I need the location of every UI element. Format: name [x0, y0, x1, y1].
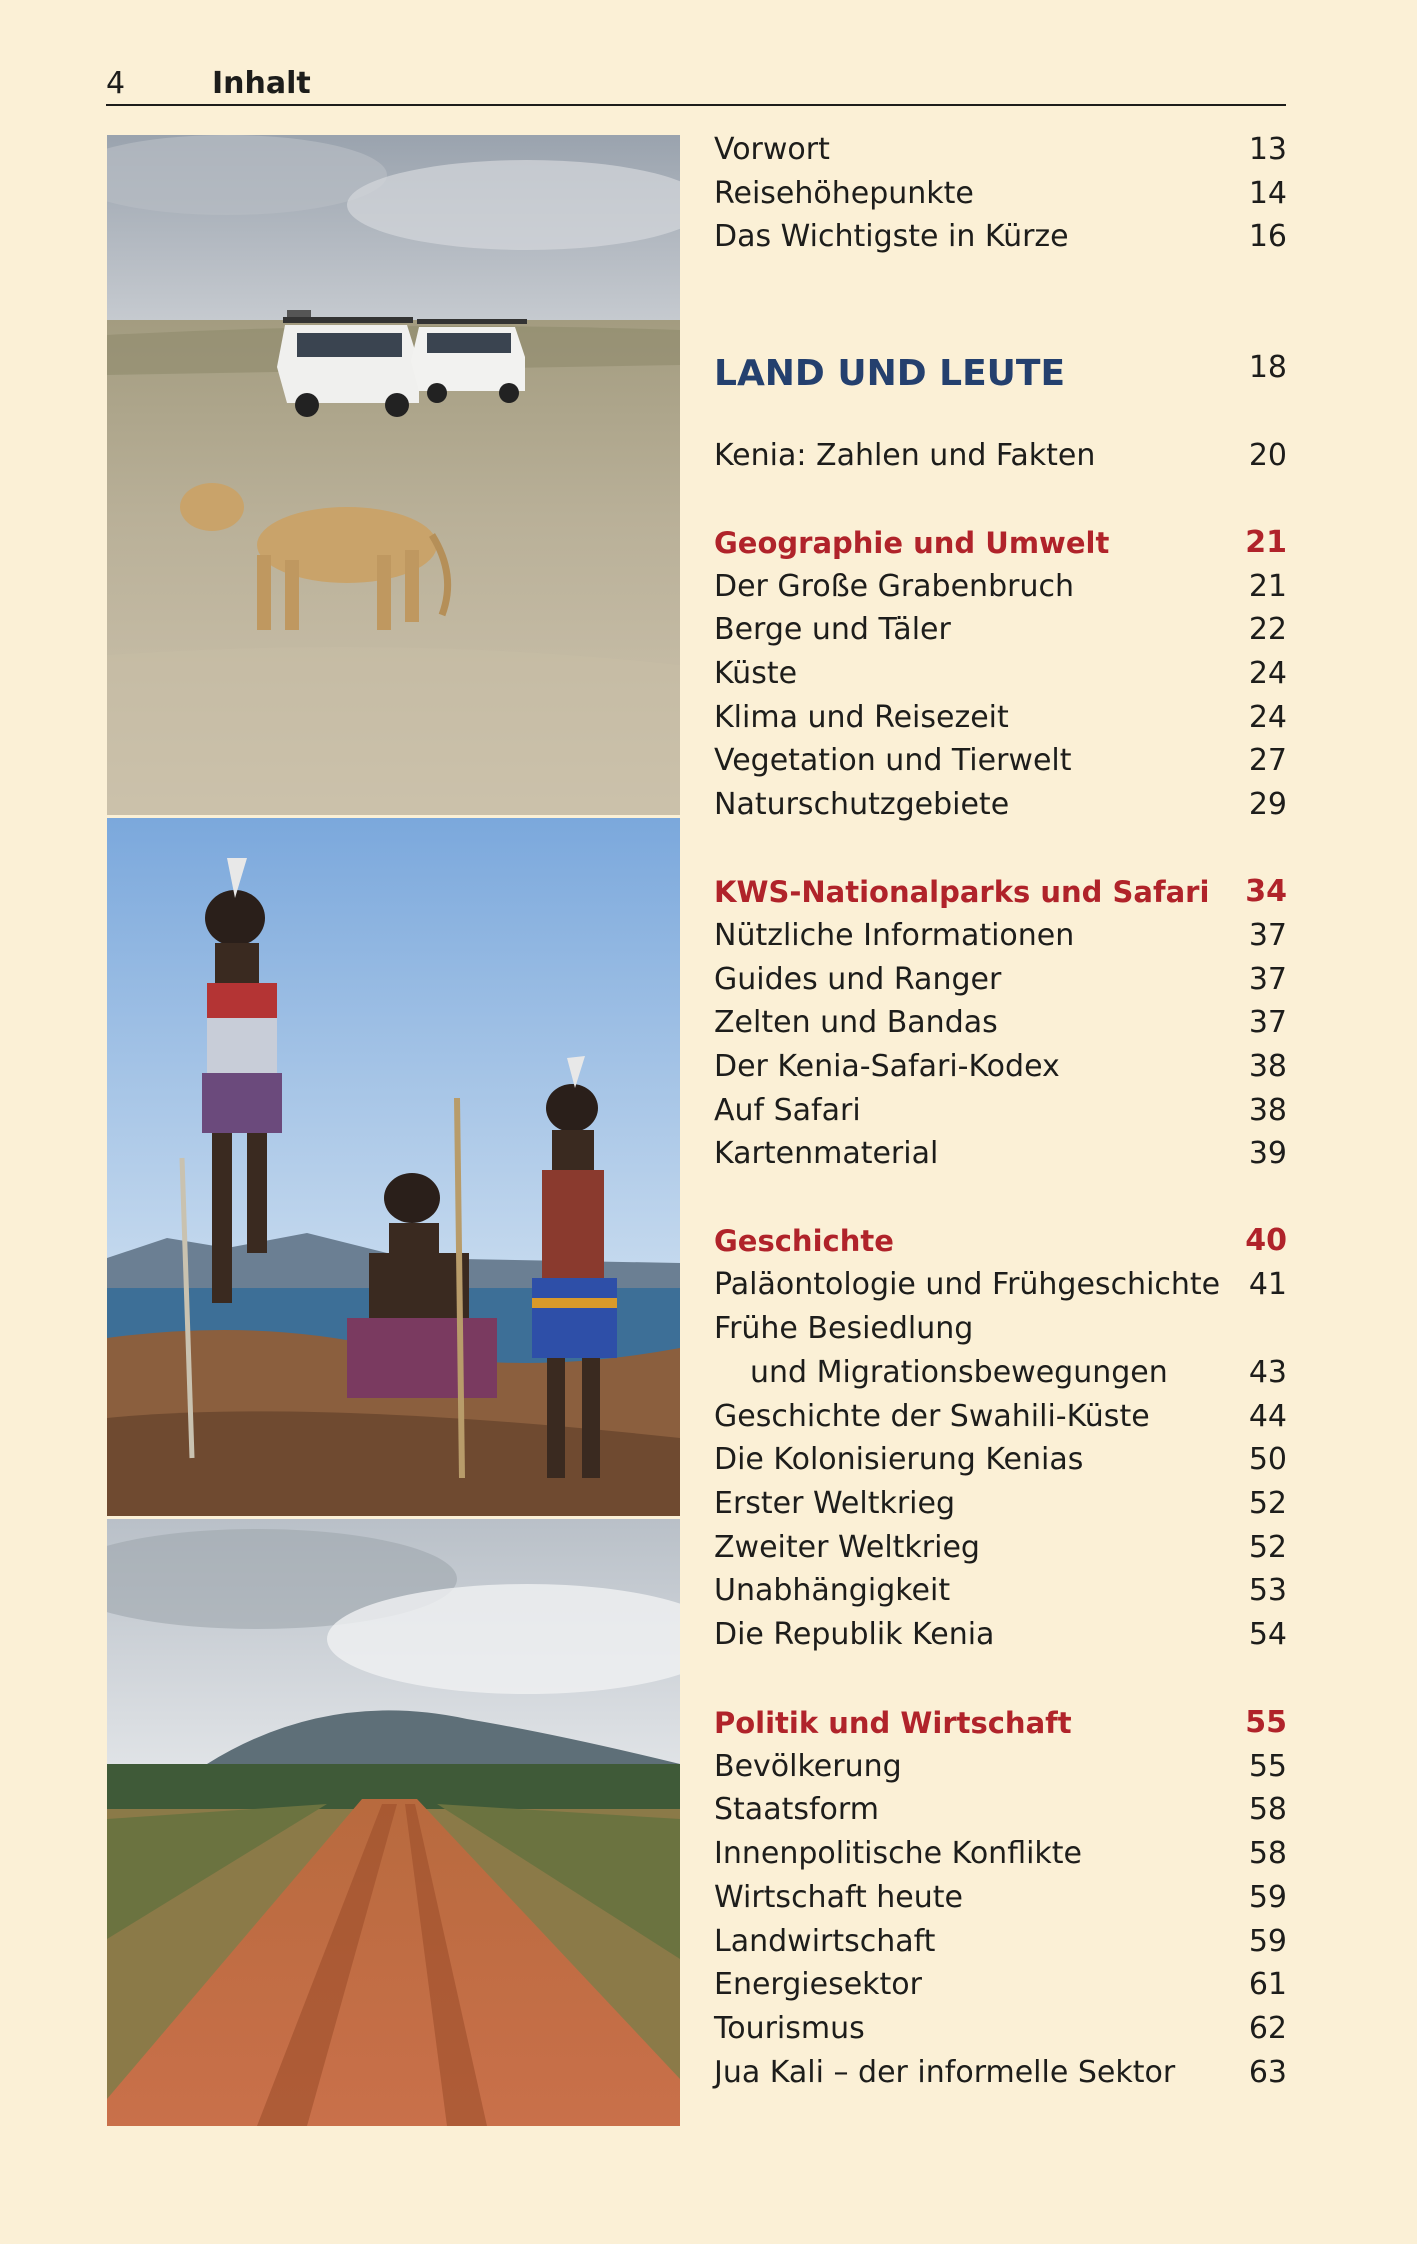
toc-title: Die Republik Kenia	[714, 1617, 995, 1652]
toc-entry	[714, 1613, 1287, 1657]
toc-entry	[714, 1307, 1287, 1351]
toc-page-number: 21	[1248, 569, 1287, 604]
toc-entry	[714, 565, 1287, 609]
toc-entry	[714, 1832, 1287, 1876]
toc-title: Staatsform	[714, 1792, 879, 1827]
toc-page-number: 53	[1248, 1573, 1287, 1608]
toc-section	[714, 1701, 1287, 1745]
toc-page-number: 37	[1248, 918, 1287, 953]
toc-entry	[714, 608, 1287, 652]
toc-title: Energiesektor	[714, 1967, 922, 2002]
toc-entry	[714, 172, 1287, 216]
toc-entry	[714, 914, 1287, 958]
toc-title: Tourismus	[714, 2011, 865, 2046]
toc-title: Zelten und Bandas	[714, 1005, 998, 1040]
toc-entry	[714, 1788, 1287, 1832]
safari-lioness-photo	[107, 135, 680, 815]
toc-page-number: 24	[1248, 700, 1287, 735]
toc-page-number: 14	[1248, 176, 1287, 211]
toc-title: Wirtschaft heute	[714, 1880, 963, 1915]
toc-entry	[714, 1132, 1287, 1176]
toc-section	[714, 870, 1287, 914]
toc-page-number: 41	[1248, 1267, 1287, 1302]
toc-title: Vegetation und Tierwelt	[714, 743, 1072, 778]
toc-page-number: 37	[1248, 1005, 1287, 1040]
toc-page-number: 62	[1248, 2011, 1287, 2046]
toc-entry	[714, 1745, 1287, 1789]
red-dirt-road-photo	[107, 1519, 680, 2126]
toc-entry	[714, 652, 1287, 696]
toc-title: LAND UND LEUTE	[714, 353, 1066, 394]
toc-page-number: 27	[1248, 743, 1287, 778]
toc-title: Kartenmaterial	[714, 1136, 939, 1171]
toc-page-number: 29	[1248, 787, 1287, 822]
toc-entry	[714, 2007, 1287, 2051]
toc-page-number: 39	[1248, 1136, 1287, 1171]
toc-title: Erster Weltkrieg	[714, 1486, 956, 1521]
toc-entry	[714, 783, 1287, 827]
toc-title: Unabhängigkeit	[714, 1573, 951, 1608]
toc-entry	[714, 1438, 1287, 1482]
toc-entry	[714, 1263, 1287, 1307]
toc-page-number: 50	[1248, 1442, 1287, 1477]
toc-page-number: 38	[1248, 1049, 1287, 1084]
toc-page-number: 43	[1248, 1355, 1287, 1390]
toc-title: Frühe Besiedlung	[714, 1311, 974, 1346]
toc-title: Geschichte	[714, 1224, 894, 1258]
safari-van-left	[277, 310, 419, 417]
toc-section	[714, 1219, 1287, 1263]
toc-title: Jua Kali – der informelle Sektor	[714, 2055, 1176, 2090]
toc-entry	[714, 1526, 1287, 1570]
toc-page-number: 40	[1245, 1223, 1287, 1258]
toc-title: Bevölkerung	[714, 1749, 902, 1784]
page-number: 4	[106, 66, 126, 101]
toc-entry	[714, 696, 1287, 740]
toc-entry	[714, 958, 1287, 1002]
toc-page-number: 22	[1248, 612, 1287, 647]
toc-page-number: 52	[1248, 1530, 1287, 1565]
toc-title: Der Kenia-Safari-Kodex	[714, 1049, 1060, 1084]
toc-page-number: 59	[1248, 1880, 1287, 1915]
toc-section	[714, 521, 1287, 565]
toc-page-number: 59	[1248, 1924, 1287, 1959]
toc-entry	[714, 1045, 1287, 1089]
toc-page-number: 61	[1248, 1967, 1287, 2002]
toc-entry	[714, 1876, 1287, 1920]
toc-page-number: 37	[1248, 962, 1287, 997]
toc-entry	[714, 1920, 1287, 1964]
toc-title: und Migrationsbewegungen	[750, 1355, 1168, 1390]
toc-page-number: 63	[1248, 2055, 1287, 2090]
page-header	[106, 62, 1286, 106]
toc-page-number: 20	[1248, 438, 1287, 473]
toc-chapter	[714, 352, 1287, 396]
toc-page-number: 18	[1248, 350, 1287, 385]
toc-page-number: 55	[1248, 1749, 1287, 1784]
toc-entry	[714, 215, 1287, 259]
toc-entry	[714, 128, 1287, 172]
toc-title: KWS-Nationalparks und Safari	[714, 875, 1210, 909]
toc-title: Guides und Ranger	[714, 962, 1002, 997]
toc-title: Klima und Reisezeit	[714, 700, 1009, 735]
toc-title: Der Große Grabenbruch	[714, 569, 1074, 604]
toc-title: Landwirtschaft	[714, 1924, 936, 1959]
toc-page-number: 21	[1245, 525, 1287, 560]
toc-title: Die Kolonisierung Kenias	[714, 1442, 1084, 1477]
toc-entry	[714, 1089, 1287, 1133]
toc-title: Das Wichtigste in Kürze	[714, 219, 1069, 254]
toc-title: Zweiter Weltkrieg	[714, 1530, 980, 1565]
toc-entry	[714, 1569, 1287, 1613]
toc-entry	[714, 2051, 1287, 2095]
toc-title: Auf Safari	[714, 1093, 861, 1128]
toc-title: Naturschutzgebiete	[714, 787, 1010, 822]
toc-entry	[714, 1395, 1287, 1439]
toc-page-number: 55	[1245, 1705, 1287, 1740]
toc-title: Geographie und Umwelt	[714, 526, 1110, 560]
toc-entry	[714, 739, 1287, 783]
toc-entry	[714, 1351, 1287, 1395]
toc-page-number: 54	[1248, 1617, 1287, 1652]
toc-page-number: 16	[1248, 219, 1287, 254]
toc-page-number: 24	[1248, 656, 1287, 691]
header-title: Inhalt	[212, 66, 311, 101]
toc-page-number: 52	[1248, 1486, 1287, 1521]
toc-title: Geschichte der Swahili-Küste	[714, 1399, 1150, 1434]
toc-title: Reisehöhepunkte	[714, 176, 974, 211]
toc-page-number: 58	[1248, 1836, 1287, 1871]
toc-title: Innenpolitische Konflikte	[714, 1836, 1083, 1871]
toc-page-number: 13	[1248, 132, 1287, 167]
toc-title: Nützliche Informationen	[714, 918, 1075, 953]
toc-entry	[714, 1001, 1287, 1045]
toc-title: Politik und Wirtschaft	[714, 1706, 1072, 1740]
toc-title: Küste	[714, 656, 798, 691]
toc-page-number: 38	[1248, 1093, 1287, 1128]
toc-entry	[714, 434, 1287, 478]
toc-title: Paläontologie und Frühgeschichte	[714, 1267, 1221, 1302]
toc-page-number: 44	[1248, 1399, 1287, 1434]
toc-entry	[714, 1482, 1287, 1526]
toc-title: Vorwort	[714, 132, 830, 167]
toc-title: Kenia: Zahlen und Fakten	[714, 438, 1096, 473]
toc-title: Berge und Täler	[714, 612, 951, 647]
toc-page-number: 58	[1248, 1792, 1287, 1827]
toc-page-number: 34	[1245, 874, 1287, 909]
tribesmen-photo	[107, 818, 680, 1516]
safari-van-right	[411, 319, 527, 403]
toc-entry	[714, 1963, 1287, 2007]
